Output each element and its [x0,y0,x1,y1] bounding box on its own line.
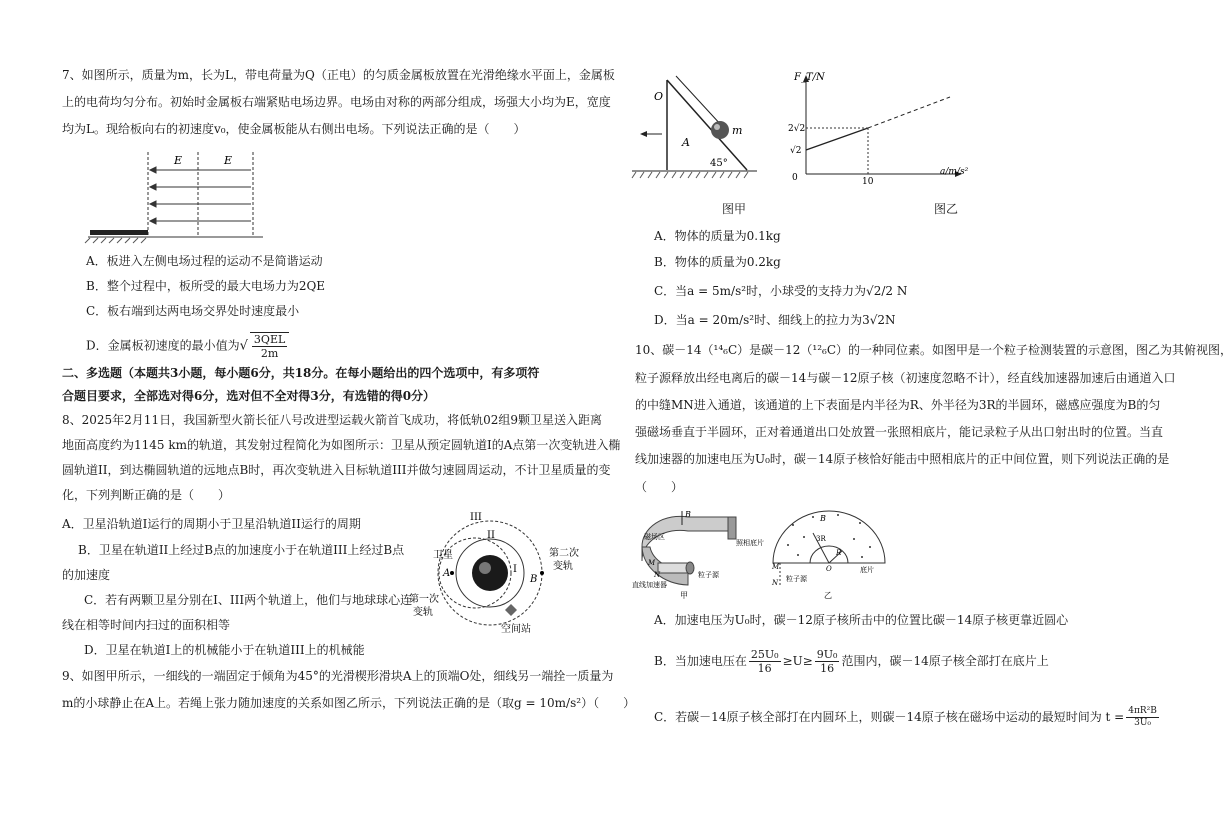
label-satellite: 卫星 [433,550,453,561]
yi-xlabel: a/m/s² [940,167,969,177]
q10-stem-3: 的中缝MN进入通道，该通道的上下表面是内半径为R、外半径为3R的半圆环，磁感应强度为B的匀 [635,398,1161,412]
q8-option-b: B．卫星在轨道II上经过B点的加速度小于在轨道III上经过B点 [78,543,405,557]
yi10-b: B [820,514,826,523]
point-b [540,571,544,575]
q10-figure-jia [628,505,778,600]
yi10-3r: 3R [816,535,826,543]
q8-stem-1: 8、2025年2月11日，我国新型火箭长征八号改进型运载火箭首飞成功，将低轨02组9颗卫星送入距离 [62,413,602,427]
q9-figure-yi [790,70,970,188]
q8-stem-3: 圆轨道II，到达椭圆轨道的远地点B时，再次变轨进入目标轨道III并做匀速圆周运动，不计卫星质量的变 [62,463,611,477]
jia-label-a: A [682,136,690,149]
jia10-magnet: 磁场区 [644,533,665,541]
q7-stem-2: 上的电荷均匀分布。初始时金属板右端紧贴电场边界。电场由对称的两部分组成，场强大小均为E，宽度 [62,95,611,109]
label-a: A [443,568,451,579]
q7-option-a: A．板进入左侧电场过程的运动不是简谐运动 [86,254,323,268]
q9-stem-1: 9、如图甲所示，一细线的一端固定于倾角为45°的光滑楔形滑块A上的顶端O处，细线另一端拴一质量为 [62,669,614,683]
q9-option-c: C．当a = 5m/s²时，小球受的支持力为√2/2 N [654,284,908,298]
jia10-m: M [648,559,656,567]
q10-stem-4: 强磁场垂直于半圆环，正对着通道出口处放置一张照相底片，能记录粒子从出口射出时的位置。当直 [635,425,1164,439]
q8-option-c: C．若有两颗卫星分别在I、III两个轨道上，他们与地球球心连 [84,593,413,607]
q7-option-c: C．板右端到达两电场交界处时速度最小 [86,304,300,318]
caption-jia: 图甲 [722,202,747,216]
q7-label-e1: E [174,154,183,167]
label-second-change-2: 变轨 [553,561,573,572]
q8-option-b-cont: 的加速度 [62,568,111,582]
section2-title-1: 二、多选题（本题共3小题，每小题6分，共18分。在每小题给出的四个选项中，有多项符 [62,366,540,380]
q10-option-b: B．当加速电压在 $\frac{\text{25U₀}}{16}$ ≥U≥ $\frac{\text{9U₀}}{16}$ 范围内，碳－14原子核全部打在底片上 [654,648,1049,675]
jia-label-m: m [732,124,743,137]
q8-option-d: D．卫星在轨道I上的机械能小于在轨道III上的机械能 [84,643,365,657]
jia10-film: 照相底片 [736,539,764,547]
q10-stem-6: （ ） [635,480,684,494]
yi10-n: N [772,579,779,587]
jia10-source: 粒子源 [698,571,719,579]
q9-figure-jia [632,74,762,184]
jia-label-angle: 45° [710,158,728,169]
yi10-r: R [836,549,842,557]
q8-stem-2: 地面高度约为1145 km的轨道，其发射过程简化为如图所示：卫星从预定圆轨道I的A点第一次变轨进入椭 [62,438,621,452]
yi-tick-2sqrt2: 2√2 [788,124,806,134]
ball [711,121,729,139]
q9-stem-2: m的小球静止在A上。若绳上张力随加速度的关系如图乙所示，下列说法正确的是（取g = 10m/s²）（ ） [62,696,636,710]
metal-plate [90,230,148,235]
q10-option-a: A．加速电压为U₀时，碳－12原子核所击中的位置比碳－14原子核更靠近圆心 [654,613,1069,627]
space-station-icon [505,604,517,616]
label-i: I [513,564,517,575]
q10-stem-2: 粒子源释放出经电离后的碳－14与碳－12原子核（初速度忽略不计），经直线加速器加速后由通道入口 [635,371,1176,385]
q7-option-b: B．整个过程中，板所受的最大电场力为2QE [86,279,326,293]
jia10-n: N [654,571,661,579]
jia-label-o: O [654,90,664,103]
yi10-caption: 乙 [824,591,832,600]
q8-option-c-cont: 线在相等时间内扫过的面积相等 [62,618,231,632]
q8-option-a: A．卫星沿轨道I运行的周期小于卫星沿轨道II运行的周期 [62,517,361,531]
yi-ylabel: F_T/N [794,72,825,83]
yi10-source: 粒子源 [786,575,807,583]
q7-stem-1: 7、如图所示，质量为m，长为L，带电荷量为Q（正电）的匀质金属板放置在光滑绝缘水平面上，金属板 [62,68,615,82]
q9-option-a: A．物体的质量为0.1kg [654,229,781,243]
yi10-film: 底片 [860,566,874,574]
q8-stem-4: 化，下列判断正确的是（ ） [62,488,231,502]
q10-figure-yi [768,505,893,600]
q10-stem-1: 10、碳－14（¹⁴₆C）是碳－12（¹²₆C）的一种同位素。如图甲是一个粒子检测装置的示意图，图乙为其俯视图， [635,343,1232,357]
q10-option-c: C．若碳－14原子核全部打在内圆环上，则碳－14原子核在磁场中运动的最短时间为 t = $\frac{\text{4πR²B}}{\text{3U₀}}$ [654,706,1157,728]
label-station: 空间站 [501,624,531,635]
yi-origin: 0 [792,173,798,183]
yi-tick-sqrt2: √2 [790,146,802,156]
label-first-change-1: 第一次 [409,594,439,605]
q7-label-e2: E [224,154,233,167]
label-ii: II [487,530,495,541]
yi10-o: O [826,565,832,573]
caption-yi: 图乙 [934,202,959,216]
q7-figure [88,150,268,245]
label-iii: III [470,512,482,523]
section2-title-2: 合题目要求，全部选对得6分，选对但不全对得3分，有选错的得0分） [62,389,436,403]
jia10-accel: 直线加速器 [632,581,667,589]
yi-tick-10: 10 [862,177,874,187]
q9-option-b: B．物体的质量为0.2kg [654,255,781,269]
label-first-change-2: 变轨 [413,607,433,618]
yi10-m: M [772,563,780,571]
jia10-caption: 甲 [680,591,688,600]
jia10-b: B [685,510,691,519]
label-second-change-1: 第二次 [549,548,579,559]
q10-stem-5: 线加速器的加速电压为U₀时，碳－14原子核恰好能击中照相底片的正中间位置，则下列说法正确的是 [635,452,1170,466]
q7-option-d: D．金属板初速度的最小值为√ $\frac{\text{3QEL}}{2m}$ [86,332,291,360]
orbit-figure [405,510,590,638]
point-a [450,571,454,575]
q9-option-d: D．当a = 20m/s²时、细线上的拉力为3√2N [654,313,896,327]
q7-stem-3: 均为L。现给板向右的初速度v₀，使金属板能从右侧出电场。下列说法正确的是（ ） [62,122,526,136]
label-b: B [530,574,538,585]
